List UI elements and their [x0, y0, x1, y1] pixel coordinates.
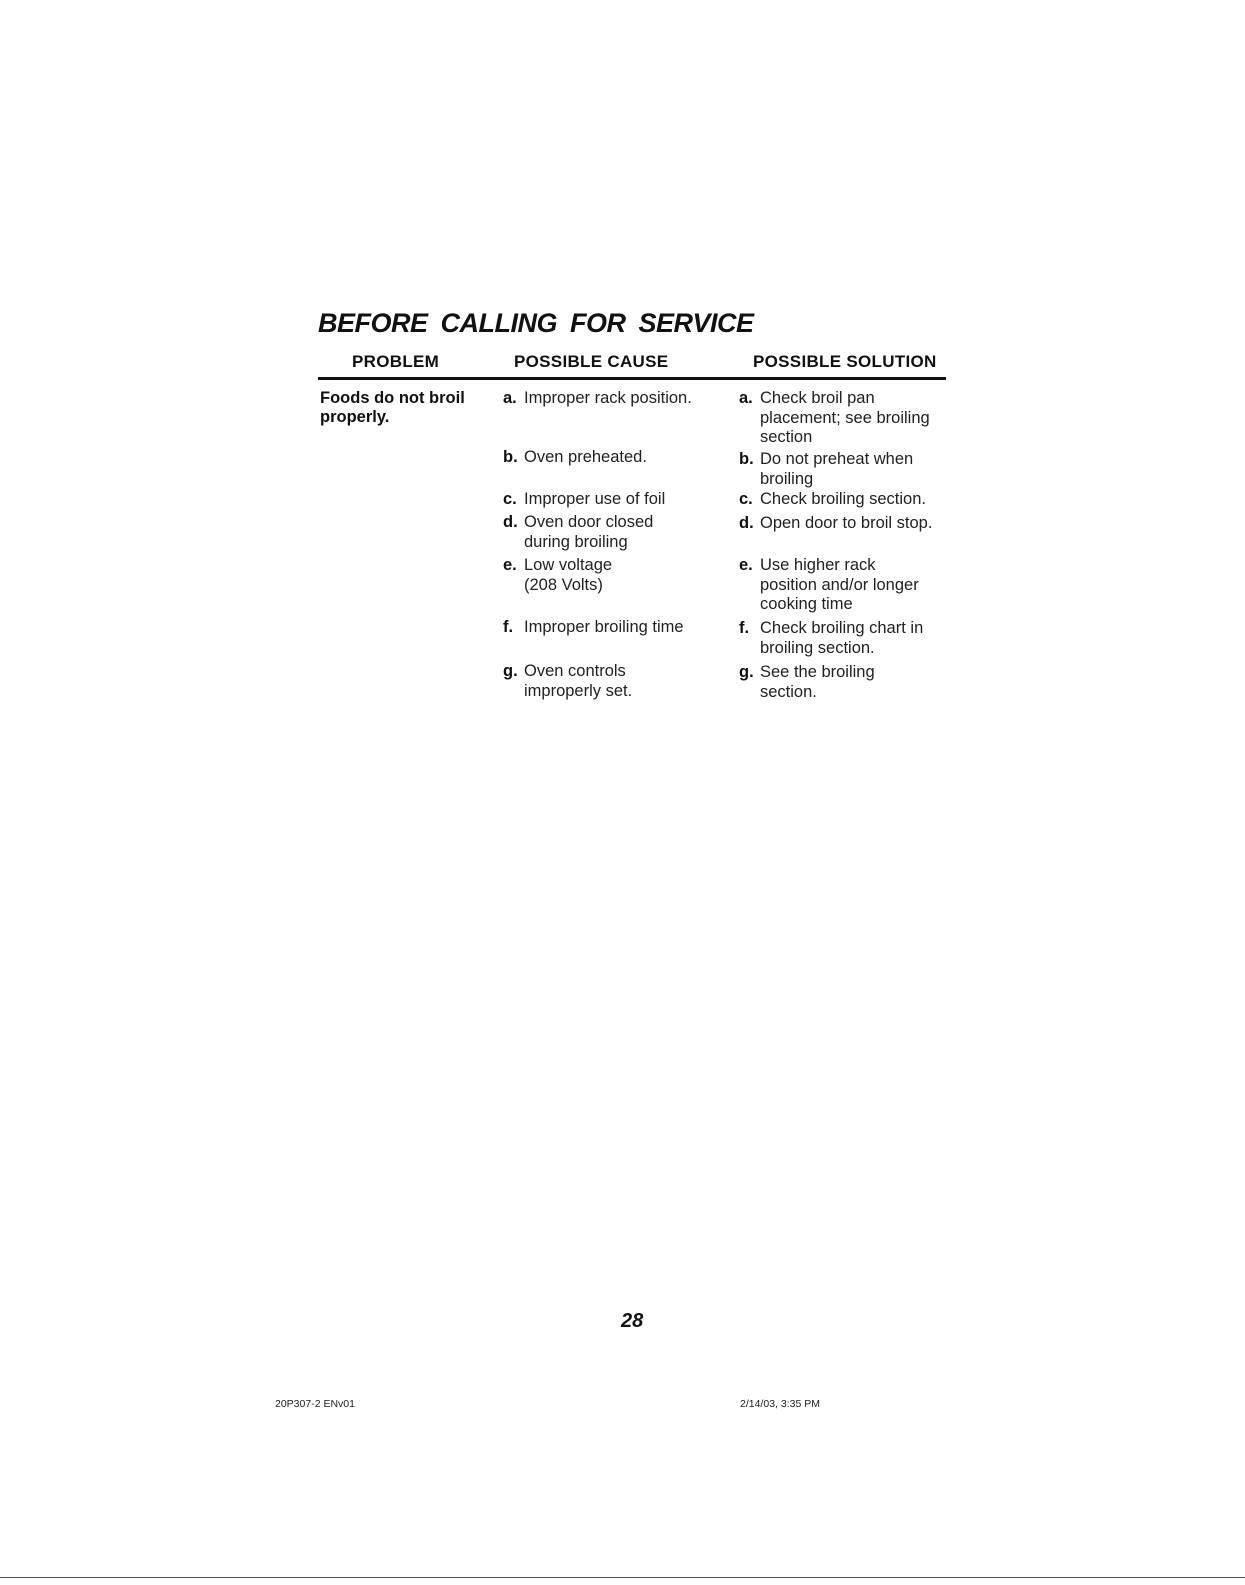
problem-text: Foods do not broil properly.	[320, 389, 465, 426]
column-header-problem: PROBLEM	[352, 352, 440, 371]
cause-text: Oven preheated.	[524, 448, 647, 466]
solution-text: Check broil pan placement; see broiling section	[760, 389, 930, 446]
solution-text: Check broiling section.	[760, 490, 926, 508]
solution-item	[739, 619, 944, 658]
bottom-edge-line	[0, 1577, 1245, 1578]
cause-text: Oven controls improperly set.	[524, 662, 633, 700]
header-rule	[318, 377, 946, 380]
cause-text: Improper use of foil	[524, 490, 666, 508]
solution-text: Check broiling chart in broiling section.	[760, 619, 924, 657]
cause-letter: g.	[503, 662, 518, 680]
cause-text: Improper broiling time	[524, 618, 684, 636]
solution-letter: c.	[739, 490, 753, 508]
solution-letter: f.	[739, 619, 750, 637]
solution-item	[739, 514, 954, 534]
solution-letter: b.	[739, 450, 754, 468]
page-title: BEFORE CALLING FOR SERVICE	[318, 308, 754, 338]
column-header-solution: POSSIBLE SOLUTION	[753, 352, 937, 371]
solution-letter: d.	[739, 514, 754, 532]
cause-item	[503, 448, 723, 468]
cause-item	[503, 490, 723, 510]
solution-item	[739, 450, 929, 489]
cause-text: Improper rack position.	[524, 389, 692, 407]
footer-timestamp: 2/14/03, 3:35 PM	[740, 1398, 820, 1410]
cause-letter: a.	[503, 389, 517, 407]
solution-text: Open door to broil stop.	[760, 514, 933, 532]
cause-text: Oven door closed during broiling	[524, 513, 654, 551]
cause-letter: b.	[503, 448, 518, 466]
solution-text: Do not preheat when broiling	[760, 450, 914, 488]
solution-item	[739, 389, 944, 448]
solution-letter: e.	[739, 556, 753, 574]
cause-letter: e.	[503, 556, 517, 574]
cause-item	[503, 389, 723, 409]
solution-text: See the broiling section.	[760, 663, 875, 701]
cause-text: Low voltage (208 Volts)	[524, 556, 613, 594]
solution-item	[739, 490, 954, 510]
footer-doc-code: 20P307-2 ENv01	[275, 1398, 355, 1410]
cause-item	[503, 513, 683, 552]
cause-letter: c.	[503, 490, 517, 508]
solution-item	[739, 663, 889, 702]
cause-item	[503, 662, 663, 701]
solution-item	[739, 556, 934, 615]
solution-letter: a.	[739, 389, 753, 407]
cause-letter: f.	[503, 618, 514, 636]
cause-item	[503, 618, 723, 638]
cause-item	[503, 556, 638, 595]
page-number: 28	[621, 1310, 644, 1332]
cause-letter: d.	[503, 513, 518, 531]
solution-text: Use higher rack position and/or longer cooking time	[760, 556, 919, 613]
column-header-cause: POSSIBLE CAUSE	[514, 352, 669, 371]
solution-letter: g.	[739, 663, 754, 681]
